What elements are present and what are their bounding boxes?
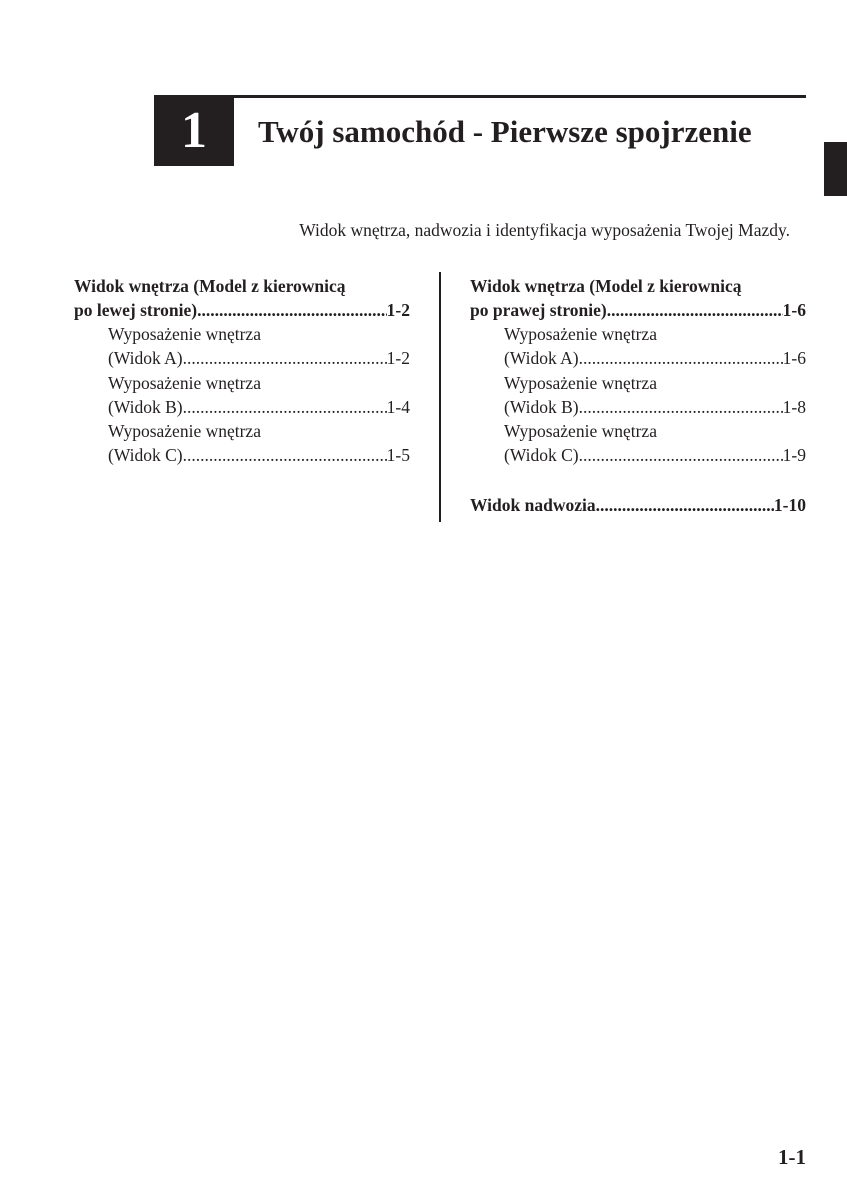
toc-entry-view-b[interactable]	[74, 371, 410, 420]
toc-entry-view-c[interactable]	[74, 419, 410, 468]
toc-entry-title: Wyposażenie wnętrza	[108, 421, 261, 442]
toc-page-number: 1-4	[386, 396, 410, 417]
toc-entry-title: Wyposażenie wnętrza	[108, 372, 261, 393]
toc-page-number: 1-10	[773, 494, 806, 515]
toc-page-number: 1-9	[782, 445, 806, 466]
chapter-number: 1	[181, 101, 207, 159]
toc-entry-title: Wyposażenie wnętrza	[504, 324, 657, 344]
toc-page-number: 1-2	[386, 348, 410, 369]
page-number: 1-1	[778, 1145, 806, 1169]
toc-entry-view-a[interactable]	[470, 322, 806, 371]
toc-entry-title: (Widok A) .....	[108, 346, 387, 370]
toc-entry-title: Widok wnętrza (Model z kierownicą	[74, 276, 346, 296]
toc-entry-title: Wyposażenie wnętrza	[108, 324, 261, 344]
toc-entry-view-b[interactable]	[470, 371, 806, 420]
toc-entry-title: Wyposażenie wnętrza	[504, 421, 657, 442]
header-rule	[154, 95, 806, 98]
toc-entry-exterior[interactable]	[470, 493, 806, 517]
toc-entry-view-c[interactable]	[470, 419, 806, 468]
toc-entry-title: (Widok B) .....	[108, 395, 387, 419]
toc-page-number: 1-6	[782, 348, 806, 369]
toc-page-number: 1-5	[386, 445, 410, 466]
toc-page-number: 1-8	[782, 396, 806, 417]
toc-entry-title: po prawej stronie) .....	[470, 298, 783, 322]
toc-entry-interior-lhd[interactable]	[74, 274, 410, 322]
toc-right-column	[470, 274, 806, 517]
toc-page-number: 1-6	[782, 300, 806, 320]
toc-entry-interior-rhd[interactable]	[470, 274, 806, 322]
toc-entry-title: (Widok C) .....	[504, 443, 783, 467]
toc-entry-title: Wyposażenie wnętrza	[504, 372, 657, 393]
toc-entry-title: (Widok B) .....	[504, 395, 783, 419]
toc-entry-title: Widok wnętrza (Model z kierownicą	[470, 276, 742, 296]
toc-entry-title: po lewej stronie) .....	[74, 298, 387, 322]
toc-page-number: 1-2	[386, 300, 410, 320]
chapter-intro: Widok wnętrza, nadwozia i identyfikacja wyposażenia Twojej Mazdy.	[299, 220, 790, 240]
toc-entry-title: (Widok A) .....	[504, 346, 783, 370]
toc-entry-title: (Widok C) .....	[108, 443, 387, 467]
toc-entry-view-a[interactable]	[74, 322, 410, 371]
chapter-number-badge	[154, 95, 234, 166]
toc-left-column	[74, 274, 410, 468]
chapter-title: Twój samochód - Pierwsze spojrzenie	[258, 114, 752, 149]
chapter-edge-tab	[824, 142, 847, 196]
column-divider	[439, 272, 441, 522]
toc-entry-title: Widok nadwozia .....	[470, 493, 774, 517]
